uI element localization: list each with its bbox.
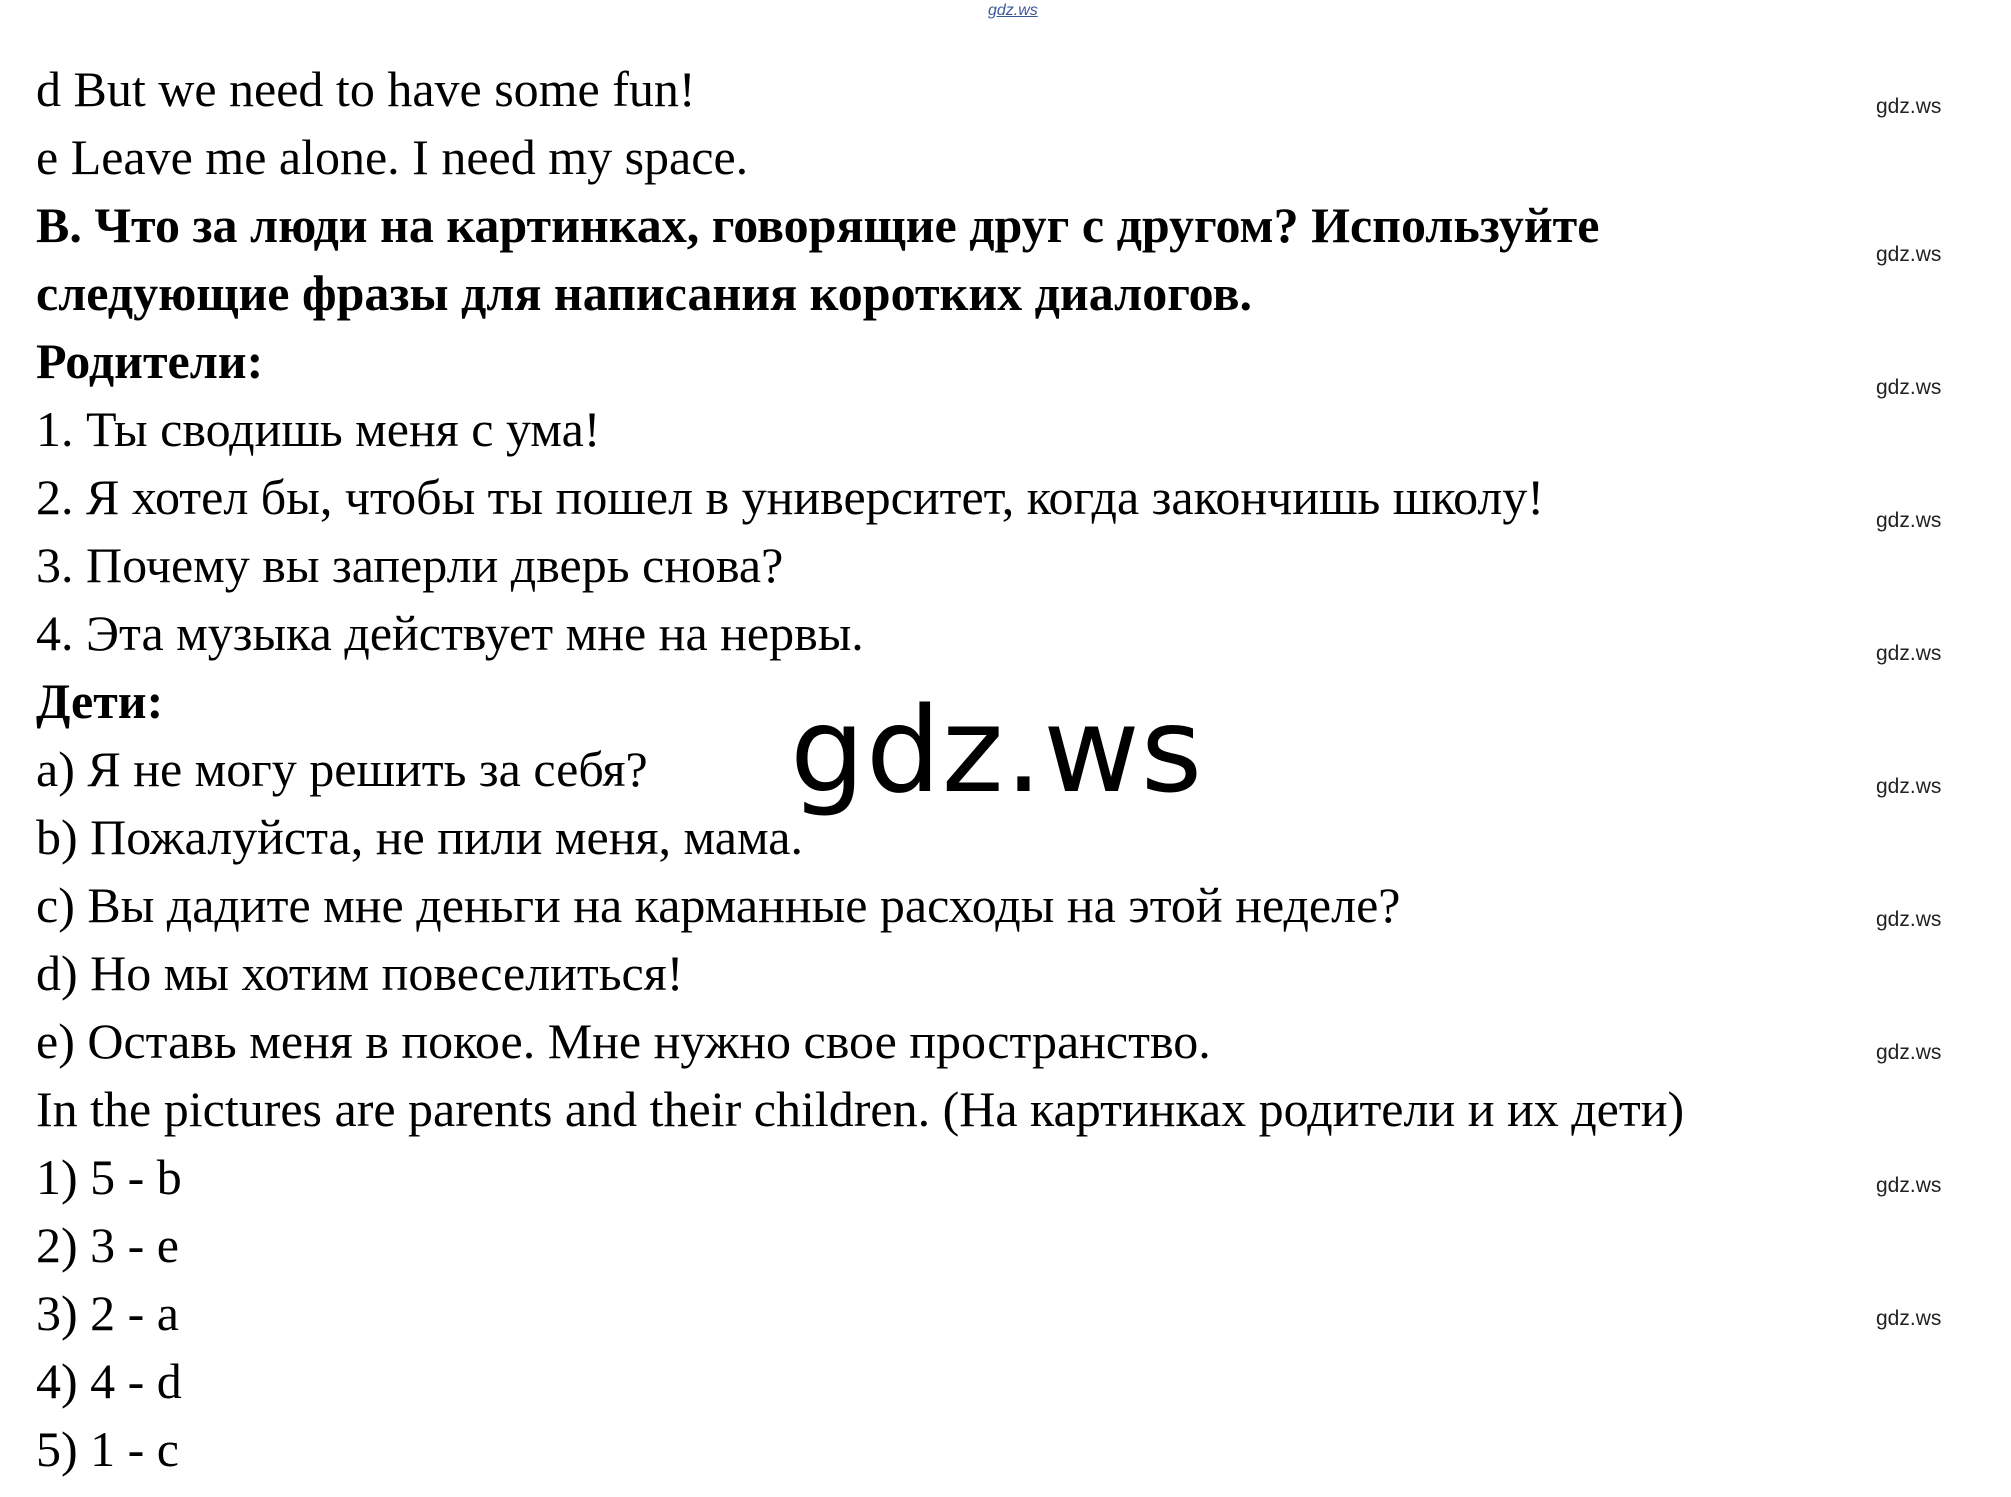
parents-phrase-3: 3. Почему вы заперли дверь снова?: [36, 537, 784, 593]
margin-watermark: gdz.ws: [1876, 642, 1942, 665]
children-phrase-b: b) Пожалуйста, не пили меня, мама.: [36, 809, 803, 865]
margin-watermark: gdz.ws: [1876, 95, 1942, 118]
match-answer-4: 4) 4 - d: [36, 1353, 182, 1409]
children-phrase-c: c) Вы дадите мне деньги на карманные расходы на этой неделе?: [36, 877, 1401, 933]
match-answer-2: 2) 3 - e: [36, 1217, 179, 1273]
top-watermark: gdz.ws: [988, 2, 1038, 19]
children-phrase-a: a) Я не могу решить за себя?: [36, 741, 648, 797]
match-answer-5: 5) 1 - c: [36, 1421, 179, 1477]
children-heading: Дети:: [36, 673, 164, 729]
children-phrase-e: e) Оставь меня в покое. Мне нужно свое пространство.: [36, 1013, 1211, 1069]
margin-watermark: gdz.ws: [1876, 243, 1942, 266]
children-phrase-d: d) Но мы хотим повеселиться!: [36, 945, 684, 1001]
margin-watermark: gdz.ws: [1876, 908, 1942, 931]
match-answer-1: 1) 5 - b: [36, 1149, 182, 1205]
margin-watermark: gdz.ws: [1876, 509, 1942, 532]
margin-watermark: gdz.ws: [1876, 775, 1942, 798]
margin-watermark: gdz.ws: [1876, 1174, 1942, 1197]
match-answer-3: 3) 2 - a: [36, 1285, 179, 1341]
parents-phrase-2: 2. Я хотел бы, чтобы ты пошел в университет, когда закончишь школу!: [36, 469, 1545, 525]
task-b-heading-line-2: следующие фразы для написания коротких диалогов.: [36, 265, 1252, 321]
parents-phrase-1: 1. Ты сводишь меня с ума!: [36, 401, 601, 457]
margin-watermark: gdz.ws: [1876, 1041, 1942, 1064]
center-watermark: gdz.ws: [790, 681, 1204, 819]
pictures-summary: In the pictures are parents and their children. (На картинках родители и их дети): [36, 1081, 1685, 1137]
margin-watermark: gdz.ws: [1876, 376, 1942, 399]
task-b-heading-line-1: B. Что за люди на картинках, говорящие друг с другом? Используйте: [36, 197, 1600, 253]
answer-line-e-en: e Leave me alone. I need my space.: [36, 129, 749, 185]
answer-line-d-en: d But we need to have some fun!: [36, 61, 696, 117]
margin-watermark: gdz.ws: [1876, 1307, 1942, 1330]
parents-phrase-4: 4. Эта музыка действует мне на нервы.: [36, 605, 864, 661]
parents-heading: Родители:: [36, 333, 264, 389]
